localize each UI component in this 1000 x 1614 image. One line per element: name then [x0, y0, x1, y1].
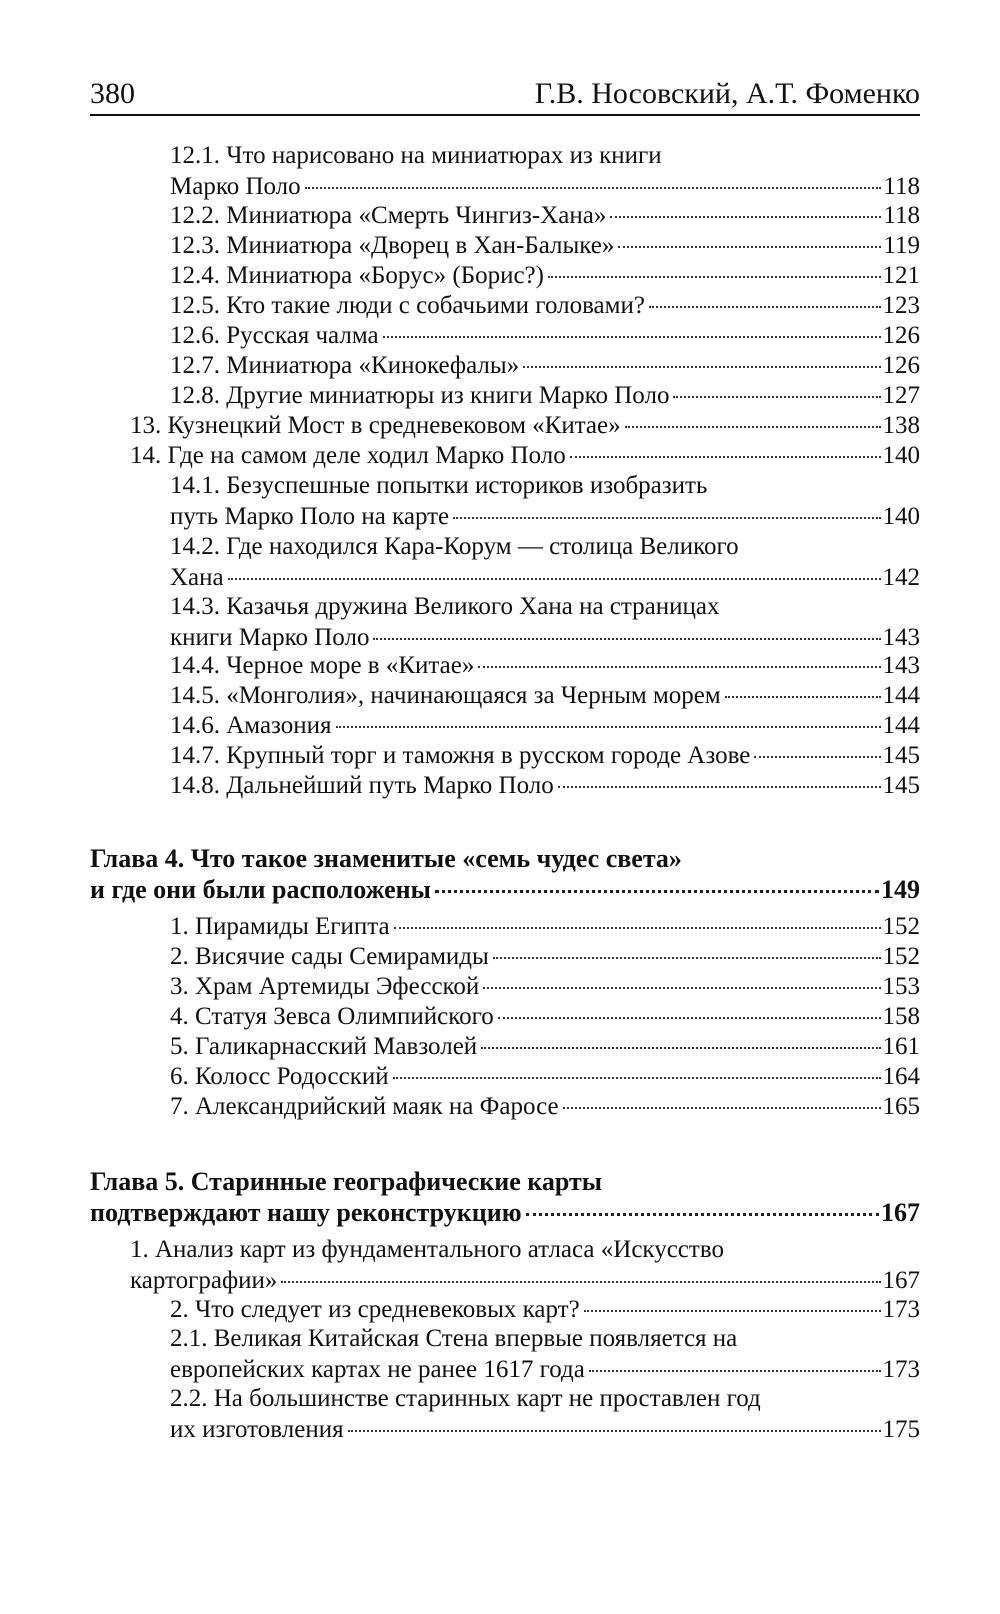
toc-entry: [170, 770, 920, 801]
dot-leader: [281, 1281, 880, 1283]
toc-entry-title: 7. Александрийский маяк на Фаросе: [170, 1093, 559, 1120]
toc-entry: [170, 1061, 920, 1092]
toc-entry-title: их изготовления: [170, 1416, 344, 1443]
dot-leader: [725, 696, 881, 698]
dot-leader: [589, 1370, 881, 1372]
toc-page-number: 152: [882, 913, 920, 940]
toc-page-number: 140: [882, 503, 920, 530]
dot-leader: [649, 306, 881, 308]
page-number: 380: [90, 77, 135, 110]
dot-leader: [625, 426, 881, 428]
toc-entry-title: 14.6. Амазония: [170, 712, 332, 739]
dot-leader: [305, 187, 882, 189]
dot-leader: [383, 336, 881, 338]
toc-entry: [170, 320, 920, 351]
dot-leader: [523, 366, 880, 368]
toc-page-number: 126: [882, 322, 920, 349]
toc-entry-title: 2.2. На большинстве старинных карт не проставлен год: [170, 1385, 761, 1412]
dot-leader: [481, 1047, 880, 1049]
toc-entry: [170, 380, 920, 411]
dot-leader: [498, 1017, 881, 1019]
toc-entry-title: 1. Анализ карт из фундаментального атласа «Искусство: [130, 1236, 724, 1263]
toc-entry-title: 2.1. Великая Китайская Стена впервые появляется на: [170, 1325, 738, 1352]
toc-page-number: 144: [882, 712, 920, 739]
toc-entry: [170, 200, 920, 231]
toc-entry-title: 12.6. Русская чалма: [170, 322, 379, 349]
dot-leader: [453, 517, 880, 519]
dot-leader: [754, 756, 880, 758]
toc-entry-title: 13. Кузнецкий Мост в средневековом «Китае»: [130, 412, 621, 439]
toc-page-number: 138: [882, 412, 920, 439]
dot-leader: [558, 786, 881, 788]
toc-entry-title: 12.2. Миниатюра «Смерть Чингиз-Хана»: [170, 202, 607, 229]
toc-entry-title: 14.1. Безуспешные попытки историков изобразить: [170, 472, 708, 499]
toc-entry-title: 4. Статуя Зевса Олимпийского: [170, 1003, 494, 1030]
toc-page-number: 144: [882, 682, 920, 709]
toc-page-number: 119: [883, 232, 920, 259]
toc-page-number: 173: [882, 1356, 920, 1383]
dot-leader: [548, 276, 881, 278]
dot-leader: [563, 1107, 881, 1109]
toc-page-number: 158: [882, 1003, 920, 1030]
running-title-authors: Г.В. Носовский, А.Т. Фоменко: [534, 77, 920, 110]
toc-entry-title: книги Марко Поло: [170, 624, 370, 651]
toc-entry: [170, 740, 920, 771]
toc-entry-title: Марко Поло: [170, 173, 301, 200]
toc-entry: [170, 591, 920, 653]
toc-page-number: 142: [882, 564, 920, 591]
toc-entry: [170, 1383, 920, 1445]
toc-entry: [170, 1001, 920, 1032]
dot-leader: [435, 890, 879, 893]
toc-entry: [170, 911, 920, 942]
toc-page-number: 127: [882, 382, 920, 409]
toc-chapter-title: Глава 5. Старинные географические карты: [90, 1167, 603, 1196]
dot-leader: [610, 216, 881, 218]
toc-page-number: 143: [882, 652, 920, 679]
toc-chapter-title: Глава 4. Что такое знаменитые «семь чудес света»: [90, 844, 682, 873]
toc-entry-title: 12.3. Миниатюра «Дворец в Хан-Балыке»: [170, 232, 615, 259]
toc-page-number: 149: [881, 875, 920, 904]
toc-entry-title: 2. Висячие сады Семирамиды: [170, 943, 489, 970]
toc-page-number: 143: [882, 624, 920, 651]
toc-entry: [170, 140, 920, 202]
toc-page-number: 118: [883, 173, 920, 200]
page-header: [90, 78, 920, 116]
dot-leader: [373, 638, 880, 640]
toc-entry: [170, 971, 920, 1002]
toc-entry: [170, 290, 920, 321]
toc-entry-title: 2. Что следует из средневековых карт?: [170, 1296, 580, 1323]
toc-page-number: 123: [882, 292, 920, 319]
toc-entry: [170, 650, 920, 681]
toc-page-number: 167: [882, 1267, 920, 1294]
toc-entry: [170, 1294, 920, 1325]
dot-leader: [673, 396, 880, 398]
toc-entry: [130, 440, 920, 471]
dot-leader: [526, 1213, 879, 1216]
dot-leader: [348, 1430, 881, 1432]
toc-entry-title: путь Марко Поло на карте: [170, 503, 450, 530]
toc-page-number: 152: [882, 943, 920, 970]
toc-page-number: 145: [882, 772, 920, 799]
toc-entry-title: 12.4. Миниатюра «Борус» (Борис?): [170, 262, 544, 289]
toc-page-number: 140: [882, 442, 920, 469]
toc-entry-title: 12.1. Что нарисовано на миниатюрах из книги: [170, 142, 662, 169]
dot-leader: [618, 246, 881, 248]
dot-leader: [336, 726, 881, 728]
toc-entry-title: картографии»: [130, 1267, 278, 1294]
toc-entry: [170, 941, 920, 972]
toc-entry-title: 12.7. Миниатюра «Кинокефалы»: [170, 352, 520, 379]
dot-leader: [478, 666, 880, 668]
dot-leader: [394, 927, 881, 929]
toc-entry: [170, 230, 920, 261]
toc-entry-title: Хана: [170, 564, 224, 591]
toc-page-number: 121: [882, 262, 920, 289]
toc-entry-title: 14.8. Дальнейший путь Марко Поло: [170, 772, 554, 799]
toc-page-number: 167: [881, 1198, 920, 1227]
dot-leader: [393, 1077, 881, 1079]
toc-entry: [170, 470, 920, 532]
toc-page-number: 164: [882, 1063, 920, 1090]
toc-entry-title: 14. Где на самом деле ходил Марко Поло: [130, 442, 566, 469]
toc-chapter-title: подтверждают нашу реконструкцию: [90, 1198, 522, 1227]
toc-chapter-heading: [90, 1166, 920, 1228]
toc-entry-title: 12.8. Другие миниатюры из книги Марко Поло: [170, 382, 670, 409]
toc-entry-title: 6. Колосс Родосский: [170, 1063, 389, 1090]
toc-entry-title: 14.4. Черное море в «Китае»: [170, 652, 475, 679]
toc-page-number: 173: [882, 1296, 920, 1323]
toc-entry: [170, 680, 920, 711]
toc-entry: [170, 350, 920, 381]
toc-entry: [170, 260, 920, 291]
toc-chapter-heading: [90, 843, 920, 905]
toc-entry: [170, 710, 920, 741]
toc-page-number: 161: [882, 1033, 920, 1060]
toc-entry-title: 12.5. Кто такие люди с собачьими головами?: [170, 292, 645, 319]
toc-page-number: 118: [883, 202, 920, 229]
toc-entry-title: 14.7. Крупный торг и таможня в русском городе Азове: [170, 742, 751, 769]
dot-leader: [483, 987, 880, 989]
toc-entry-title: 14.2. Где находился Кара-Корум — столица Великого: [170, 533, 739, 560]
dot-leader: [228, 578, 881, 580]
toc-entry-title: 3. Храм Артемиды Эфесской: [170, 973, 480, 1000]
toc-entry: [130, 410, 920, 441]
toc-page-number: 153: [882, 973, 920, 1000]
toc-entry: [170, 1031, 920, 1062]
toc-page-number: 145: [882, 742, 920, 769]
toc-entry-title: европейских картах не ранее 1617 года: [170, 1356, 585, 1383]
toc-chapter-title: и где они были расположены: [90, 875, 431, 904]
dot-leader: [584, 1310, 881, 1312]
toc-entry-title: 5. Галикарнасский Мавзолей: [170, 1033, 478, 1060]
toc-entry: [170, 1323, 920, 1385]
toc-page-number: 165: [882, 1093, 920, 1120]
toc-entry: [130, 1234, 920, 1296]
dot-leader: [493, 957, 881, 959]
dot-leader: [570, 456, 881, 458]
toc-entry: [170, 1091, 920, 1122]
toc-page-number: 126: [882, 352, 920, 379]
toc-entry-title: 14.5. «Монголия», начинающаяся за Черным морем: [170, 682, 721, 709]
toc-page-number: 175: [882, 1416, 920, 1443]
toc-entry-title: 1. Пирамиды Египта: [170, 913, 390, 940]
toc-entry: [170, 531, 920, 593]
toc-entry-title: 14.3. Казачья дружина Великого Хана на страницах: [170, 593, 720, 620]
